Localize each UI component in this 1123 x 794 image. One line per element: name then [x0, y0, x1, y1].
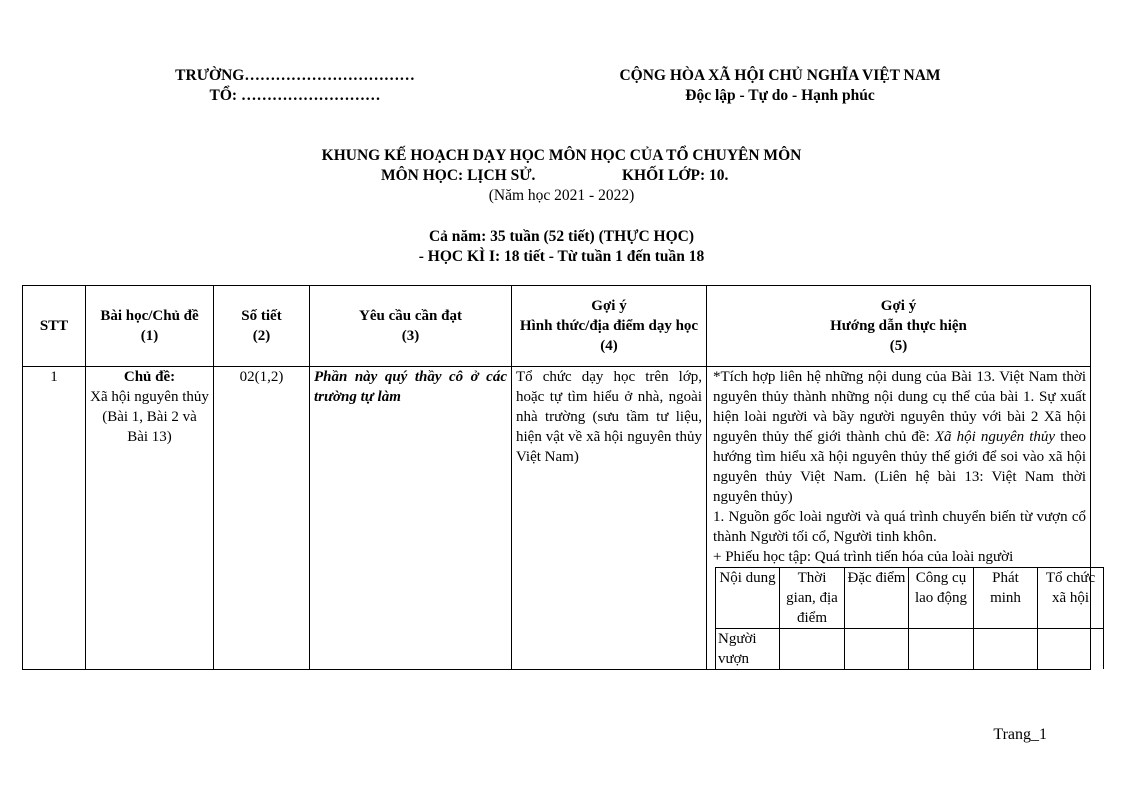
worksheet-cell	[909, 629, 974, 670]
table-row	[23, 367, 1091, 670]
topic-label: Chủ đề:	[123, 369, 176, 385]
row-requirements: Phần này quý thầy cô ở các trường tự làm	[310, 367, 512, 670]
table-header-row	[23, 286, 1091, 367]
worksheet-cell	[780, 629, 845, 670]
total-periods: Cả năm: 35 tuần (52 tiết) (THỰC HỌC)	[428, 228, 695, 245]
worksheet-header: Phát minh	[974, 568, 1038, 629]
header-lesson: Bài học/Chủ đề (1)	[86, 286, 214, 367]
school-year: (Năm học 2021 - 2022)	[488, 187, 635, 204]
worksheet-header: Nội dung	[716, 568, 780, 629]
worksheet-header-row	[716, 568, 1104, 629]
document-title: KHUNG KẾ HOẠCH DẠY HỌC MÔN HỌC CỦA TỔ CHUYÊN MÔN	[321, 147, 802, 164]
header-periods: Số tiết (2)	[214, 286, 310, 367]
worksheet-cell	[845, 629, 909, 670]
page-number: Trang_1	[993, 726, 1047, 743]
worksheet-header: Công cụ lao động	[909, 568, 974, 629]
row-form: Tổ chức dạy học trên lớp, hoặc tự tìm hiểu ở nhà, ngoài nhà trường (sưu tầm tư liệu, hiện vật về xã hội nguyên thủy Việt Nam)	[512, 367, 707, 670]
row-periods: 02(1,2)	[214, 367, 310, 670]
header-stt: STT	[23, 286, 86, 367]
school-name: TRƯỜNG……………………………	[175, 67, 415, 84]
national-motto: Độc lập - Tự do - Hạnh phúc	[685, 87, 875, 104]
school-header	[130, 66, 460, 106]
guide-paragraph-1: *Tích hợp liên hệ những nội dung của Bài 13. Việt Nam thời nguyên thủy thành những nội dung cụ thể của bài 1. Sự xuất hiện loài người và bầy người nguyên thủy với bài 2 Xã hội nguyên thủy thế giới thành chủ đề: Xã hội nguyên thủy theo hướng tìm hiểu xã hội nguyên thủy thế giới để soi vào xã hội nguyên thủy Việt Nam. (Liên hệ bài 13: Việt Nam thời nguyên thủy)	[713, 369, 1086, 505]
country-name: CỘNG HÒA XÃ HỘI CHỦ NGHĨA VIỆT NAM	[619, 67, 941, 84]
row-lesson	[86, 367, 214, 670]
worksheet-header: Thời gian, địa điểm	[780, 568, 845, 629]
worksheet-cell	[1038, 629, 1104, 670]
worksheet-header: Tổ chức xã hội	[1038, 568, 1104, 629]
guide-paragraph-3: + Phiếu học tập: Quá trình tiến hóa của loài người	[713, 549, 1014, 565]
grade-line: KHỐI LỚP: 10.	[622, 167, 729, 184]
national-header	[560, 66, 1000, 106]
plan-table	[22, 285, 1096, 670]
row-stt: 1	[23, 367, 86, 670]
guide-paragraph-2: 1. Nguồn gốc loài người và quá trình chuyển biến từ vượn cổ thành Người tối cổ, Người tinh khôn.	[713, 509, 1086, 545]
worksheet-header: Đặc điểm	[845, 568, 909, 629]
header-requirements: Yêu cầu cần đạt (3)	[310, 286, 512, 367]
worksheet-cell	[974, 629, 1038, 670]
header-form: Gợi ý Hình thức/địa điểm dạy học (4)	[512, 286, 707, 367]
worksheet-row	[716, 629, 1104, 670]
subject-line: MÔN HỌC: LỊCH SỬ.	[381, 167, 536, 184]
worksheet-table	[715, 567, 1104, 669]
worksheet-row-label: Người vượn	[716, 629, 780, 670]
group-name: TỔ: ………………………	[209, 87, 381, 104]
row-guide	[707, 367, 1096, 670]
semester-line: - HỌC KÌ I: 18 tiết - Từ tuần 1 đến tuần 18	[418, 248, 705, 265]
topic-name: Xã hội nguyên thủy (Bài 1, Bài 2 và Bài 13)	[90, 389, 209, 445]
header-guide: Gợi ý Hướng dẫn thực hiện (5)	[707, 286, 1091, 367]
